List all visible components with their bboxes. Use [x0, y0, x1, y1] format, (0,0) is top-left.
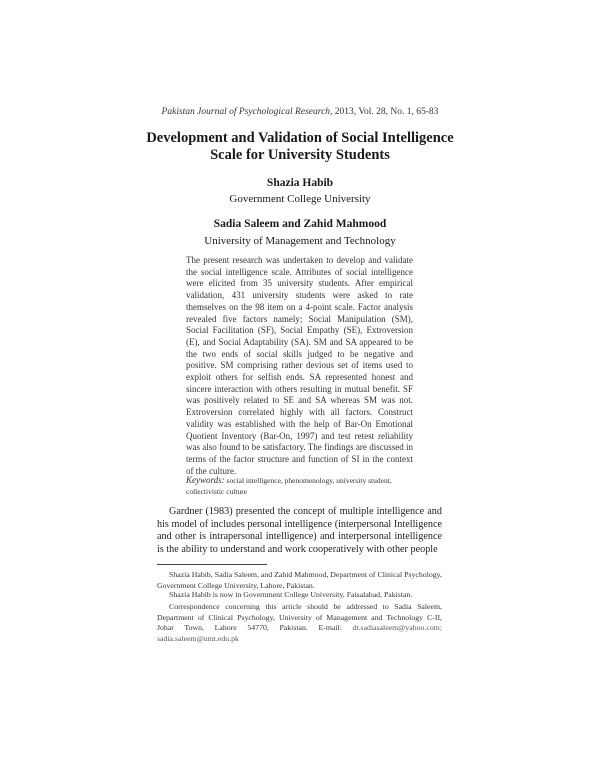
author-secondary: Sadia Saleem and Zahid Mahmood: [213, 218, 387, 230]
footnote-divider: [157, 564, 267, 565]
correspondence-email[interactable]: dr.sadiasaleem@yahoo.com; sadia.saleem@umt.edu.pk: [157, 623, 442, 643]
intro-paragraph: Gardner (1983) presented the concept of multiple intelligence and his model of includes personal intelligence (interpersonal Intelligence and other is intrapersonal intelligence) and interpersonal intelligence is the ability to understand and work cooperatively with other people: [157, 506, 442, 555]
paper-title-line-2: Scale for University Students: [210, 147, 390, 163]
journal-name: Pakistan Journal of Psychological Research: [161, 107, 331, 117]
footnote-correspondence: [157, 602, 442, 644]
keywords: [186, 475, 413, 497]
affiliation-secondary: University of Management and Technology: [204, 235, 396, 247]
journal-citation: [0, 107, 600, 117]
keywords-label: Keywords:: [186, 475, 225, 485]
footnote-correspondence-text: Correspondence concerning this article should be addressed to Sadia Saleem, Department of Clinical Psychology, University of Management and Technology C-II, Johar Town, Lahore 54770, Pakistan. E-mail:: [157, 602, 442, 633]
keywords-text: social intelligence, phenomenology, university student, collectivistic culture: [186, 476, 392, 496]
paper-title-line-1: Development and Validation of Social Intelligence: [146, 130, 454, 146]
author-primary: Shazia Habib: [266, 177, 334, 189]
affiliation-primary: Government College University: [229, 193, 371, 205]
paper-title: [0, 130, 600, 164]
footnote-affiliations: Shazia Habib, Sadia Saleem, and Zahid Mahmood, Department of Clinical Psychology, Government College University, Lahore, Pakistan.: [157, 570, 442, 590]
footnote-current-affiliation: Shazia Habib is now in Government College University, Faisalabad, Pakistan.: [169, 590, 413, 599]
journal-volume: , 2013, Vol. 28, No. 1, 65-83: [330, 107, 439, 117]
abstract: The present research was undertaken to develop and validate the social intelligence scale. Attributes of social intelligence were elicited from 35 university students. After empirical validation, 431 university students were asked to rate themselves on the 98 item on a 4-point scale. Factor analysis revealed five factors namely; Social Manipulation (SM), Social Facilitation (SF), Social Empathy (SE), Extroversion (E), and Social Adaptability (SA). SM and SA appeared to be the two ends of social skills judged to be negative and positive. SM comprising rather devious set of items used to exploit others for selfish ends. SA represented honest and sincere interaction with others resulting in mutual benefit. SF was positively related to SE and SA whereas SM was not. Extroversion correlated highly with all factors. Construct validity was established with the help of Bar-On Emotional Quotient Inventory (Bar-On, 1997) and test retest reliability was also found to be satisfactory. The findings are discussed in terms of the factor structure and function of SI in the context of the culture.: [186, 255, 413, 476]
